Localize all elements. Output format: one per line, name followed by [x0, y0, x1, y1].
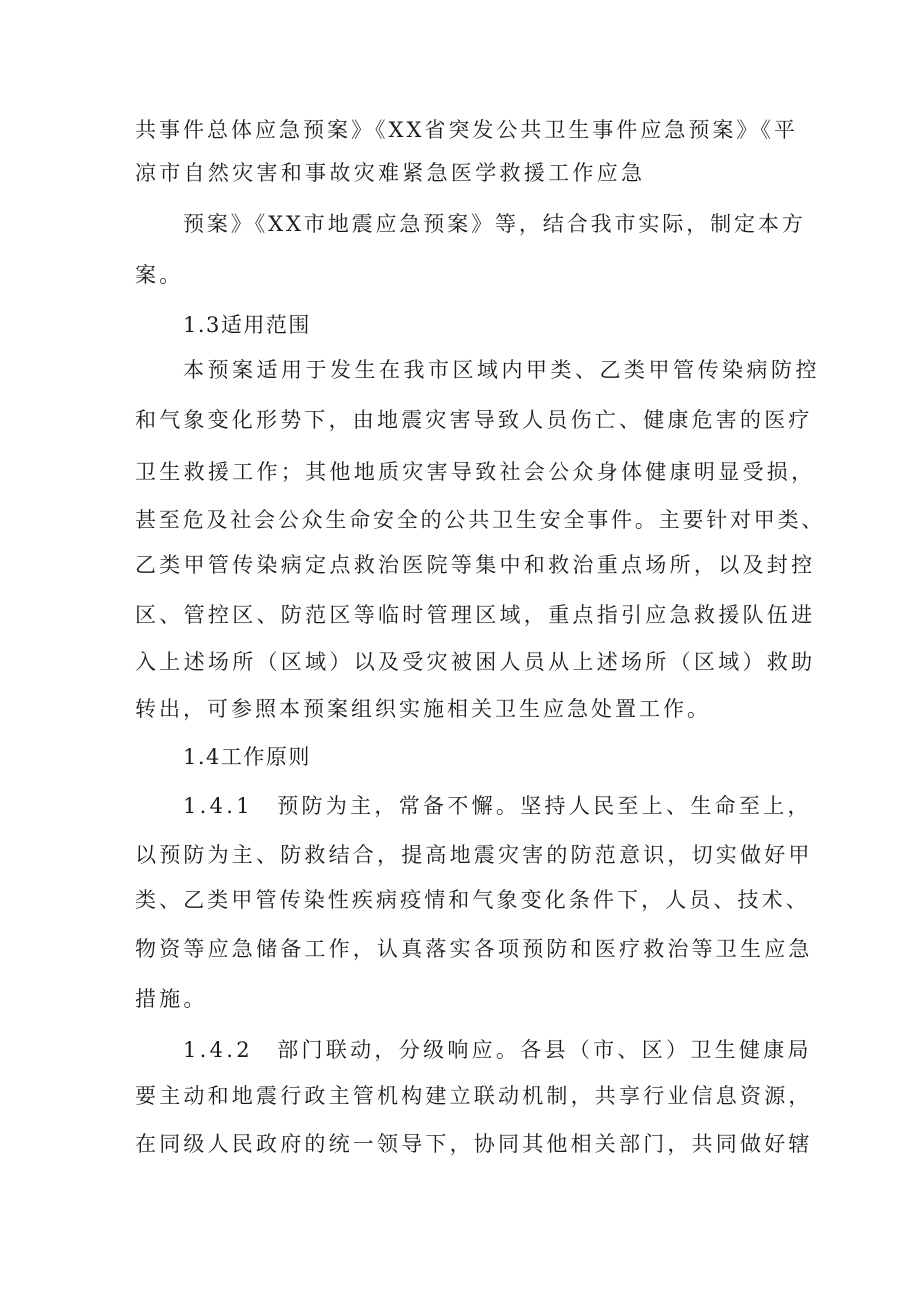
- text-line: 物资等应急储备工作，认真落实各项预防和医疗救治等卫生应急: [135, 937, 813, 961]
- text-line: 本预案适用于发生在我市区域内甲类、乙类甲管传染病防控: [183, 358, 820, 382]
- text-line: 以预防为主、防救结合，提高地震灾害的防范意识，切实做好甲: [135, 843, 813, 867]
- text-line: 和气象变化形势下，由地震灾害导致人员伤亡、健康危害的医疗: [135, 408, 813, 432]
- text-line: 卫生救援工作；其他地质灾害导致社会公众身体健康明显受损，: [135, 460, 816, 484]
- section-heading: 1.3适用范围: [183, 313, 311, 337]
- text-line: 乙类甲管传染病定点救治医院等集中和救治重点场所，以及封控: [135, 553, 816, 577]
- text-line: 入上述场所（区域）以及受灾被困人员从上述场所（区域）救助: [135, 650, 816, 674]
- section-heading: 1.4工作原则: [183, 745, 311, 769]
- text-line: 预案》《XX市地震应急预案》等，结合我市实际，制定本方: [183, 212, 806, 236]
- text-line: 要主动和地震行政主管机构建立联动机制，共享行业信息资源，: [135, 1084, 813, 1108]
- text-line: 区、管控区、防范区等临时管理区域，重点指引应急救援队伍进: [135, 603, 816, 627]
- text-line: 1.4.2 部门联动，分级响应。各县（市、区）卫生健康局: [183, 1038, 812, 1062]
- text-line: 案。: [135, 263, 184, 287]
- text-line: 在同级人民政府的统一领导下，协同其他相关部门，共同做好辖: [135, 1132, 813, 1156]
- text-line: 1.4.1 预防为主，常备不懈。坚持人民至上、生命至上，: [183, 794, 812, 818]
- text-line: 甚至危及社会公众生命安全的公共卫生安全事件。主要针对甲类、: [135, 508, 826, 532]
- text-line: 类、乙类甲管传染性疾病疫情和气象变化条件下，人员、技术、: [135, 888, 810, 912]
- text-line: 共事件总体应急预案》《XX省突发公共卫生事件应急预案》《平: [135, 118, 798, 142]
- text-line: 措施。: [135, 987, 208, 1011]
- text-line: 凉市自然灾害和事故灾难紧急医学救援工作应急: [135, 161, 646, 185]
- text-line: 转出，可参照本预案组织实施相关卫生应急处置工作。: [135, 697, 711, 721]
